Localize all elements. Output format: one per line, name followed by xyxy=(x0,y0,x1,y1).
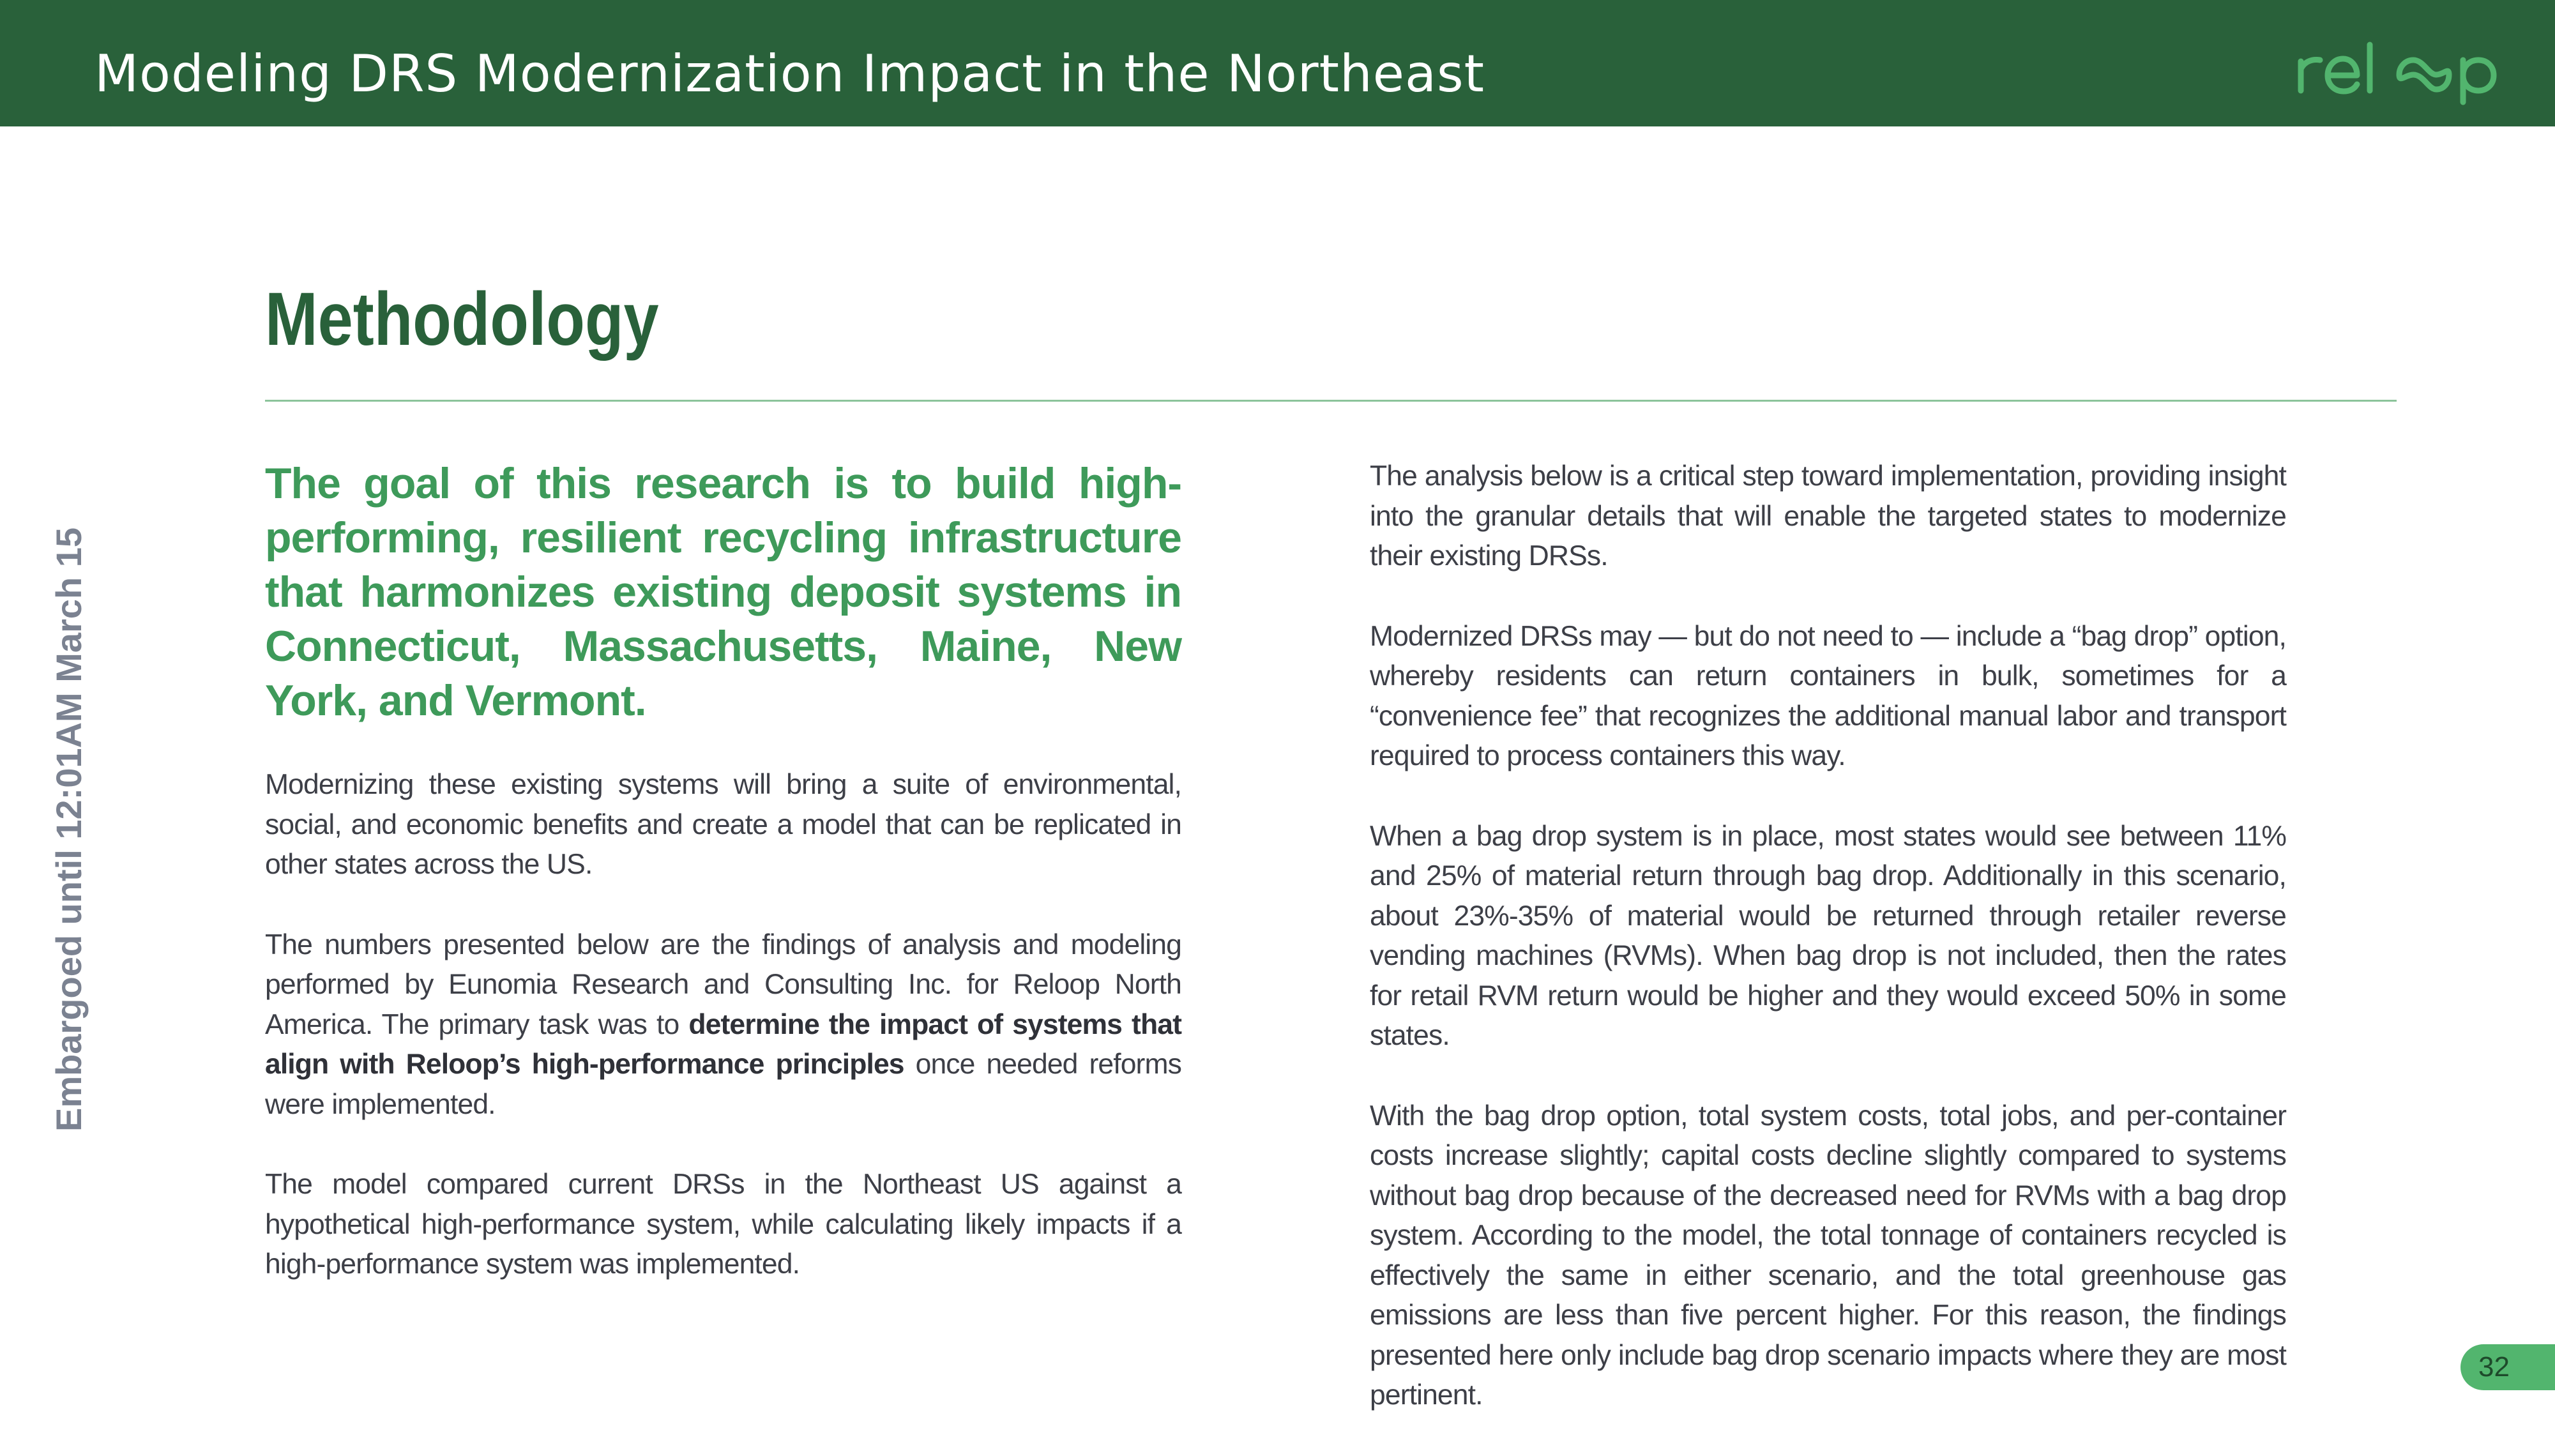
findings-text-start: The numbers presented below are the findings of analysis and modeling performed by Eunomia Research and Consulting Inc. for Reloop North America. The primary task was to xyxy=(265,929,1181,1040)
page-number: 32 xyxy=(2478,1351,2510,1383)
goal-statement: The goal of this research is to build high-performing, resilient recycling infrastructure that harmonizes existing deposit systems in Connecticut, Massachusetts, Maine, New York, and Vermont. xyxy=(265,459,1181,725)
left-column xyxy=(265,457,1181,1325)
page-number-badge xyxy=(2460,1344,2555,1390)
paragraph-findings xyxy=(265,925,1181,1125)
right-column xyxy=(1370,457,2286,1456)
page-title: Methodology xyxy=(265,277,659,361)
paragraph-benefits: Modernizing these existing systems will bring a suite of environmental, social, and economic benefits and create a model that can be replicated in other states across the US. xyxy=(265,769,1181,880)
report-title: Modeling DRS Modernization Impact in the Northeast xyxy=(95,44,1485,103)
header-bar xyxy=(0,0,2555,126)
paragraph-model: The model compared current DRSs in the Northeast US against a hypothetical high-performance system, while calculating likely impacts if a high-performance system was implemented. xyxy=(265,1169,1181,1280)
embargo-notice: Embargoed until 12:01AM March 15 xyxy=(49,527,89,1132)
paragraph-return-rates: When a bag drop system is in place, most states would see between 11% and 25% of material return through bag drop. Additionally in this scenario, about 23%-35% of material would be returned through retailer reverse vending machines (RVMs). When bag drop is not included, then the rates for retail RVM return would be higher and they would exceed 50% in some states. xyxy=(1370,820,2286,1051)
title-divider xyxy=(265,400,2397,402)
reloop-logo xyxy=(2296,36,2513,106)
paragraph-costs: With the bag drop option, total system costs, total jobs, and per-container costs increase slightly; capital costs decline slightly compared to systems without bag drop because of the decreased need for RVMs with a bag drop system. According to the model, the total tonnage of containers recycled is effectively the same in either scenario, and the total greenhouse gas emissions are less than five percent higher. For this reason, the findings presented here only include bag drop scenario impacts where they are most pertinent. xyxy=(1370,1100,2286,1411)
findings-text-end: once needed reforms were implemented. xyxy=(265,1049,1181,1120)
findings-text-bold: determine the impact of systems that align with Reloop’s high-performance principles xyxy=(265,1008,1181,1080)
paragraph-bag-drop: Modernized DRSs may — but do not need to — include a “bag drop” option, whereby residents can return containers in bulk, sometimes for a “convenience fee” that recognizes the additional manual labor and transport required to process containers this way. xyxy=(1370,620,2286,771)
paragraph-analysis: The analysis below is a critical step toward implementation, providing insight into the granular details that will enable the targeted states to modernize their existing DRSs. xyxy=(1370,460,2286,572)
